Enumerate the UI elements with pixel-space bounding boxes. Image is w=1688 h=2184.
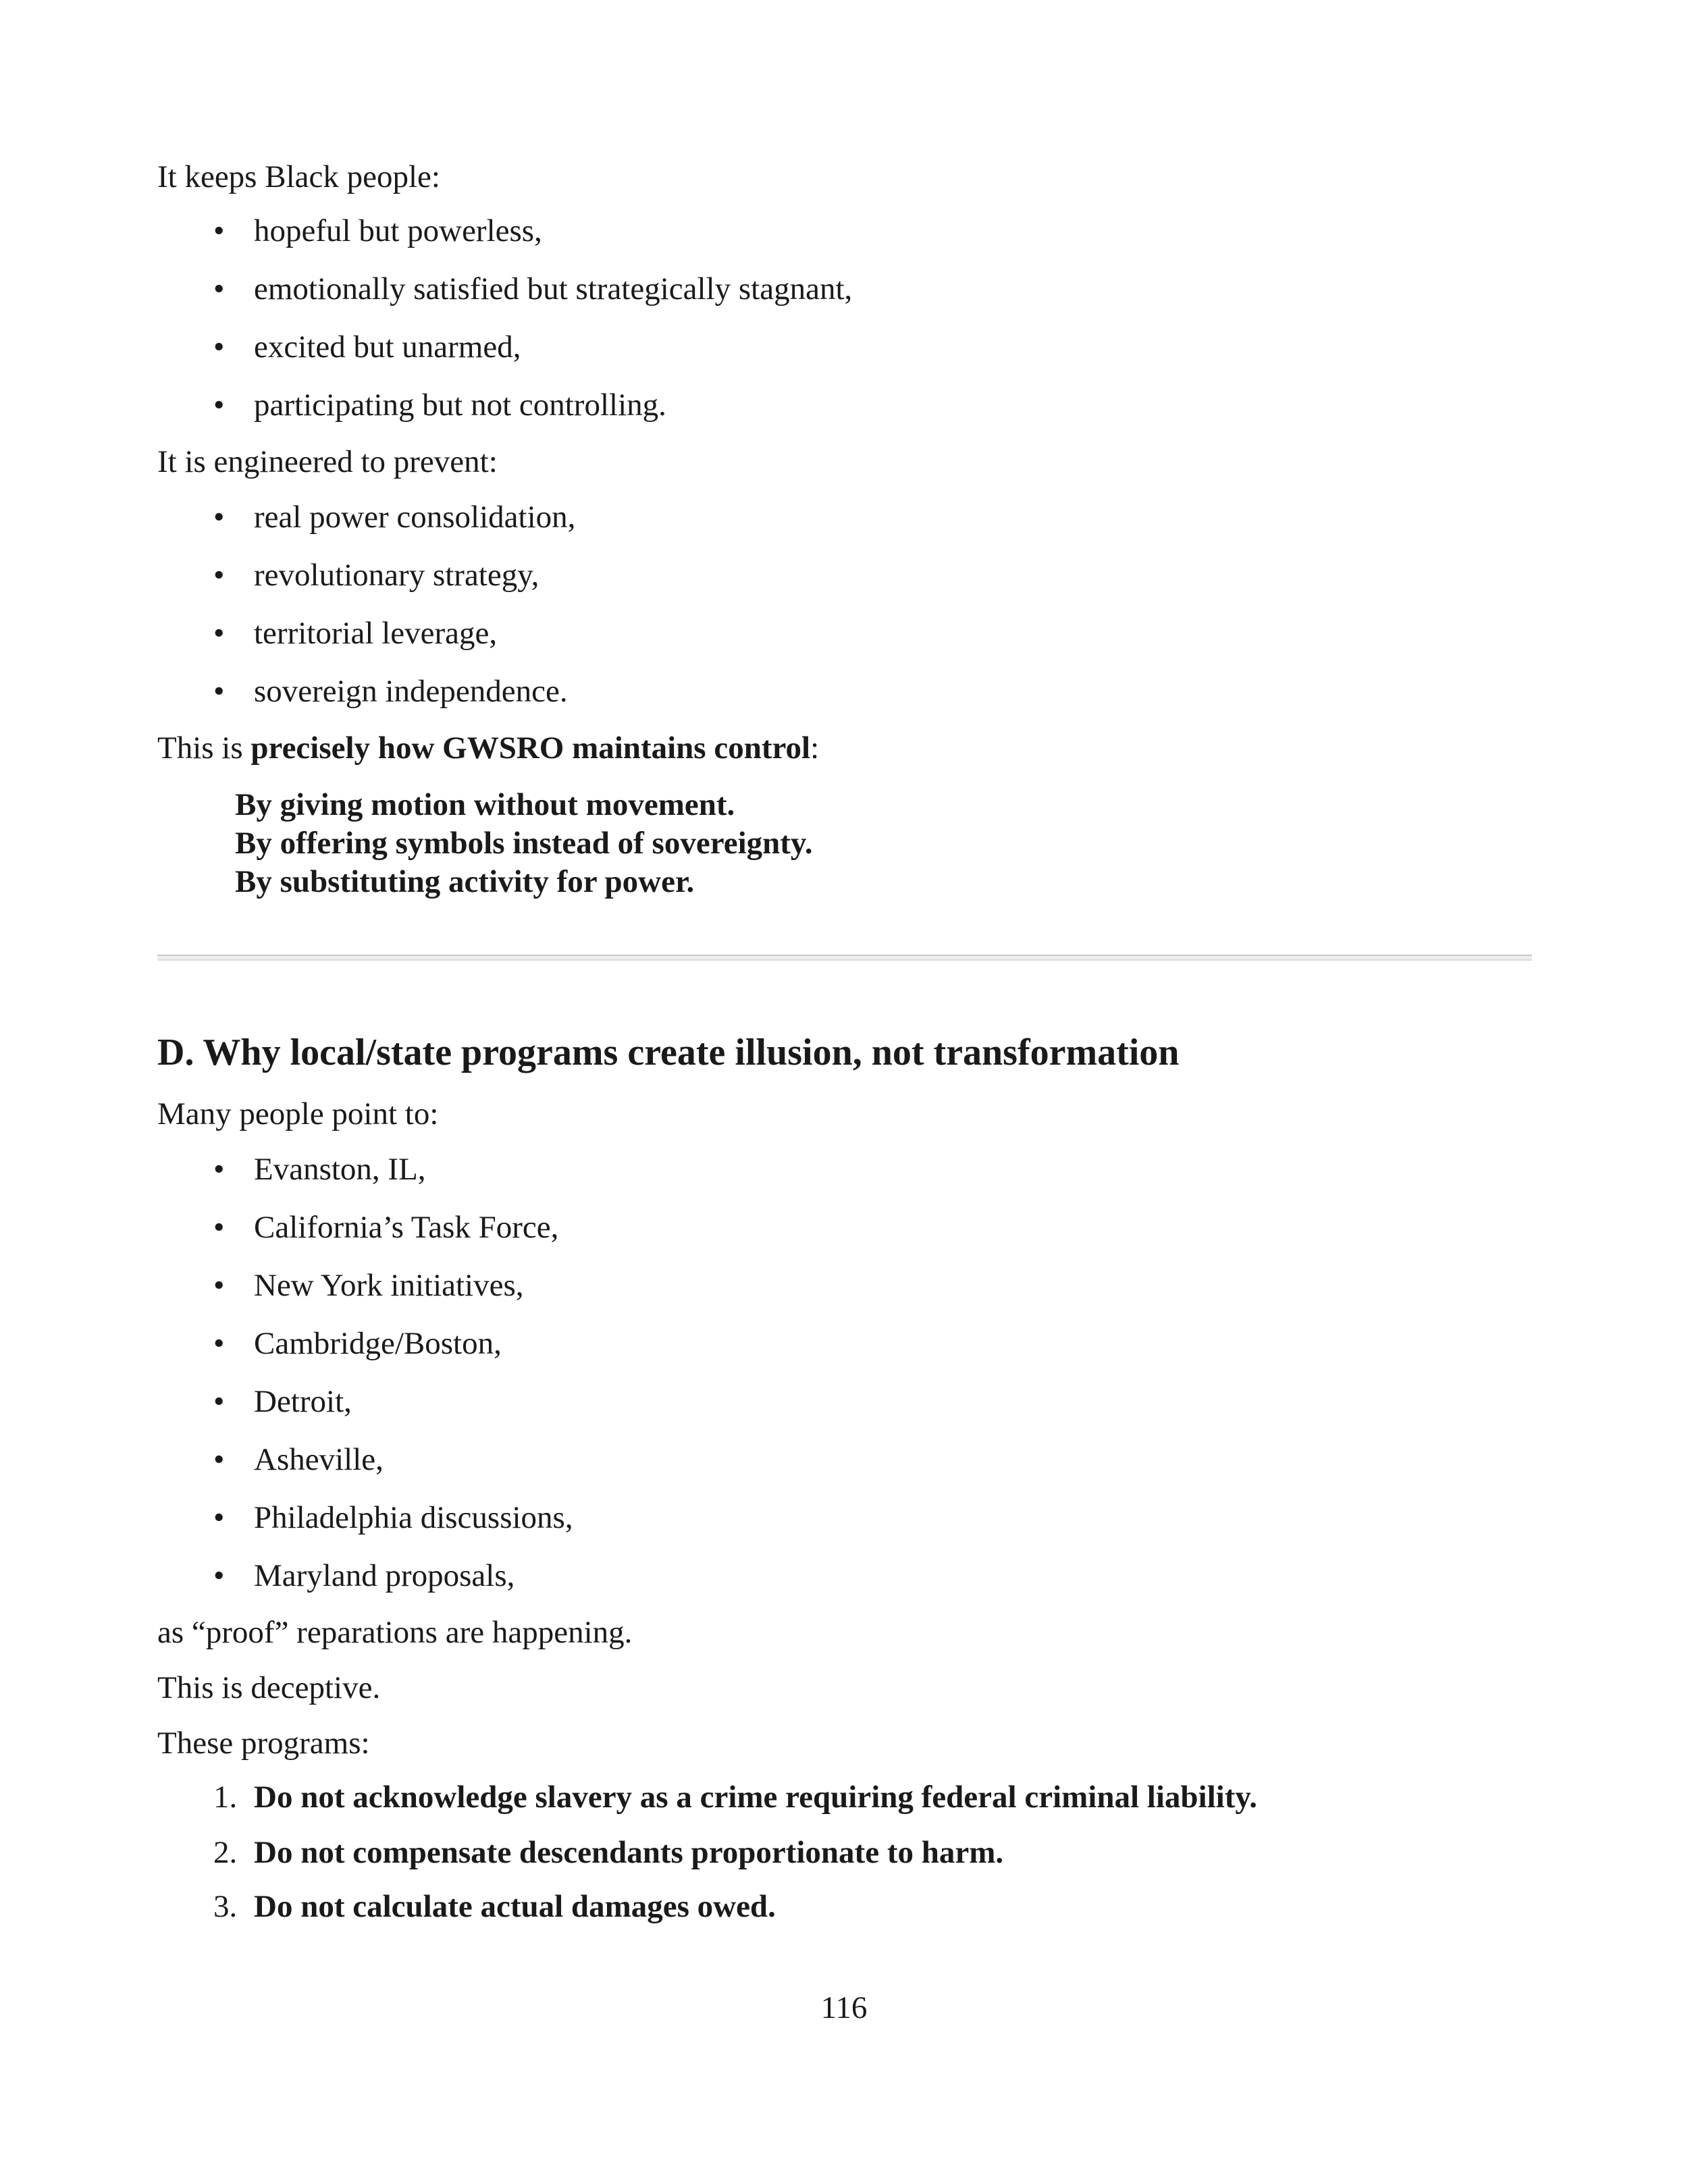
paragraph-intro-prevent: It is engineered to prevent: <box>157 444 498 479</box>
list-item-text: Detroit, <box>254 1384 352 1419</box>
list-item-text: Do not acknowledge slavery as a crime requiring federal criminal liability. <box>254 1780 1258 1815</box>
paragraph-proof: as “proof” reparations are happening. <box>157 1615 633 1650</box>
list-item-text: territorial leverage, <box>254 616 498 651</box>
list-item-text: revolutionary strategy, <box>254 558 539 593</box>
bullet-marker: • <box>213 388 225 423</box>
bullet-marker: • <box>213 500 225 535</box>
list-item-text: sovereign independence. <box>254 674 568 709</box>
bullet-marker: • <box>213 616 225 651</box>
quote-line: By substituting activity for power. <box>235 864 695 899</box>
section-heading: D. Why local/state programs create illusion, not transformation <box>157 1032 1180 1073</box>
bullet-marker: • <box>213 1558 225 1593</box>
paragraph-intro-keeps: It keeps Black people: <box>157 159 440 194</box>
bullet-marker: • <box>213 271 225 307</box>
list-item-text: Asheville, <box>254 1442 384 1477</box>
list-item-text: California’s Task Force, <box>254 1210 559 1245</box>
bullet-marker: • <box>213 1442 225 1477</box>
quote-line: By giving motion without movement. <box>235 787 735 822</box>
bullet-marker: • <box>213 1326 225 1361</box>
bullet-marker: • <box>213 1500 225 1535</box>
bullet-marker: • <box>213 1210 225 1245</box>
list-item-text: Maryland proposals, <box>254 1558 515 1593</box>
list-number: 3. <box>213 1889 238 1924</box>
list-item-text: New York initiatives, <box>254 1268 524 1303</box>
bullet-marker: • <box>213 558 225 593</box>
bullet-marker: • <box>213 213 225 248</box>
list-item-text: Do not calculate actual damages owed. <box>254 1889 776 1924</box>
page-number: 116 <box>820 1990 868 2025</box>
bullet-marker: • <box>213 329 225 365</box>
bullet-marker: • <box>213 1152 225 1187</box>
list-item-text: participating but not controlling. <box>254 388 666 423</box>
quote-line: By offering symbols instead of sovereignty. <box>235 826 813 861</box>
bullet-marker: • <box>213 674 225 709</box>
section-divider <box>157 955 1532 961</box>
list-item-text: Do not compensate descendants proportionate to harm. <box>254 1835 1004 1870</box>
bullet-marker: • <box>213 1268 225 1303</box>
list-number: 2. <box>213 1835 238 1870</box>
list-item-text: Cambridge/Boston, <box>254 1326 502 1361</box>
paragraph-programs-intro: These programs: <box>157 1726 370 1761</box>
list-item-text: Evanston, IL, <box>254 1152 426 1187</box>
control-prefix: This is <box>157 730 251 766</box>
control-suffix: : <box>810 730 820 766</box>
bold-quote-block <box>235 786 813 901</box>
list-item-text: excited but unarmed, <box>254 329 521 365</box>
paragraph-control-statement <box>157 729 819 767</box>
bullet-marker: • <box>213 1384 225 1419</box>
list-item-text: hopeful but powerless, <box>254 213 542 248</box>
paragraph-deceptive: This is deceptive. <box>157 1670 381 1705</box>
list-item-text: emotionally satisfied but strategically stagnant, <box>254 271 853 307</box>
paragraph-intro-point-to: Many people point to: <box>157 1096 439 1131</box>
control-bold-phrase: precisely how GWSRO maintains control <box>250 730 811 766</box>
list-number: 1. <box>213 1780 238 1815</box>
list-item-text: real power consolidation, <box>254 500 576 535</box>
list-item-text: Philadelphia discussions, <box>254 1500 573 1535</box>
